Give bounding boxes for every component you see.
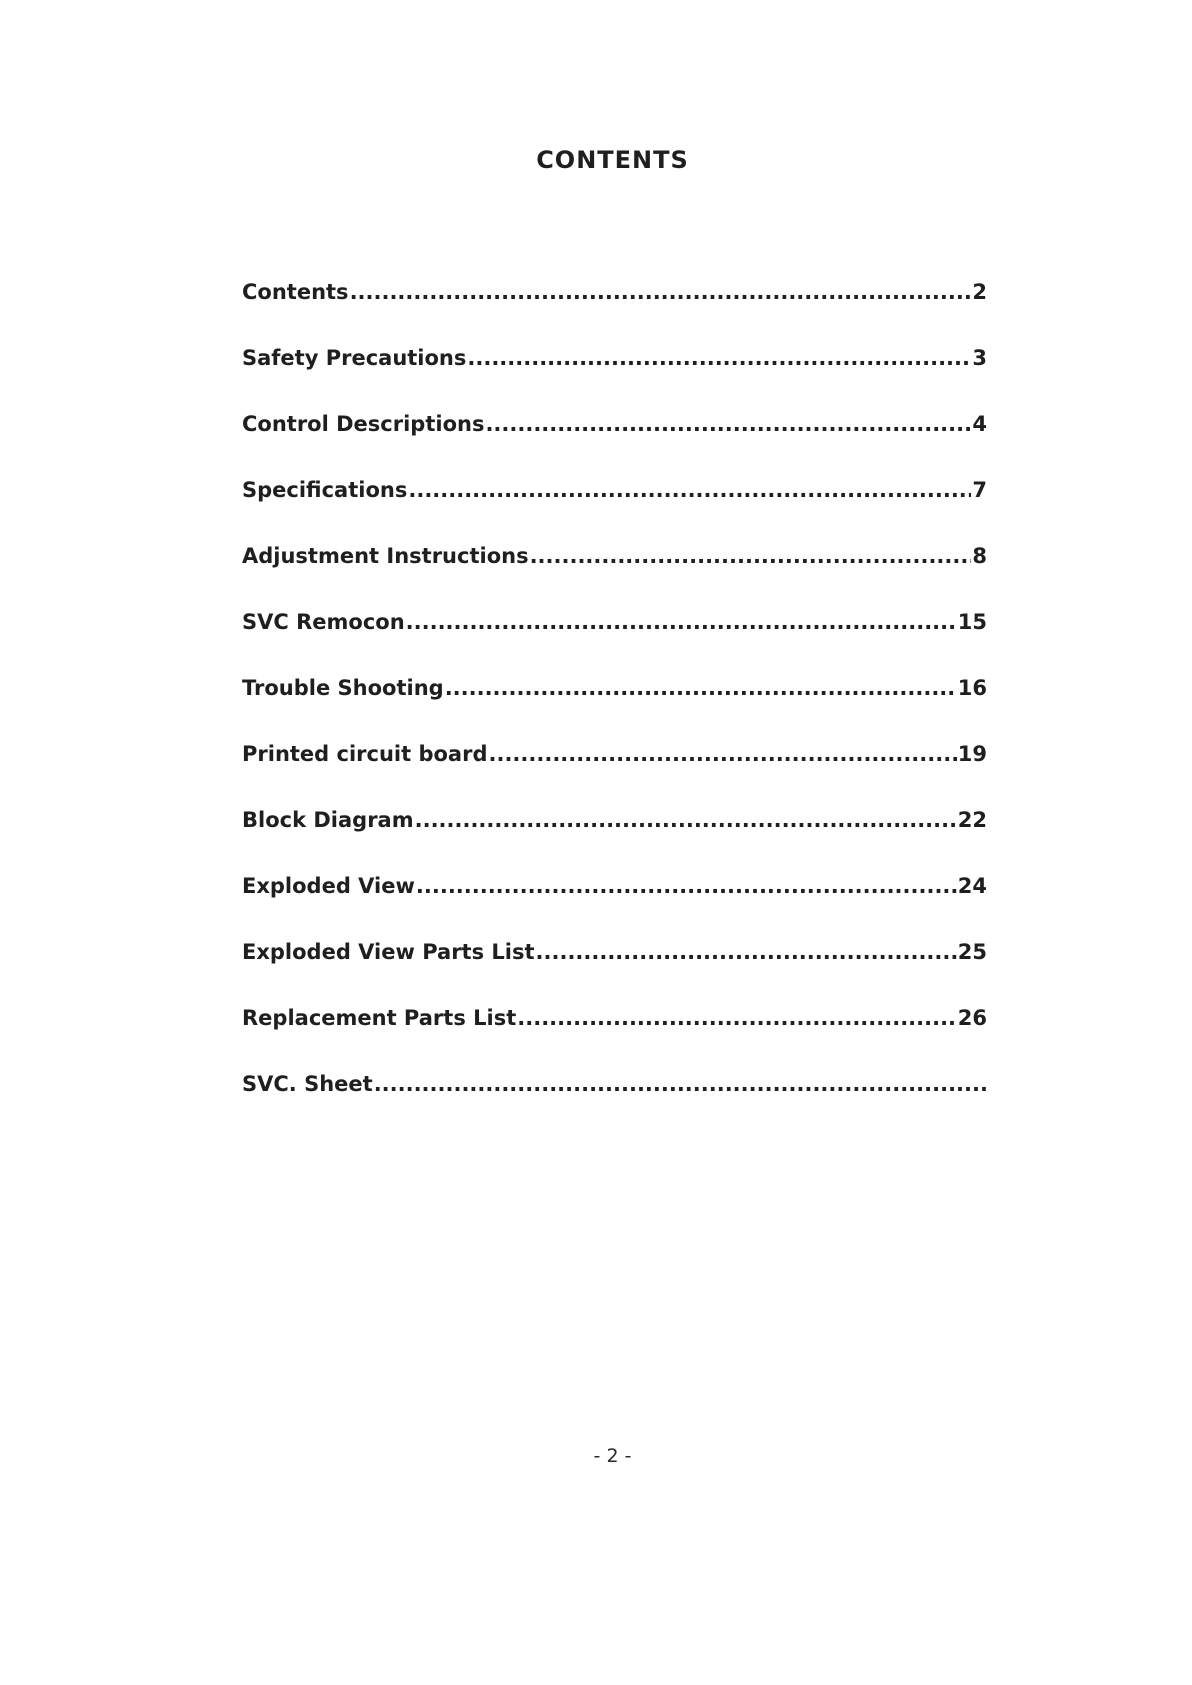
toc-entry-page: 4 bbox=[972, 412, 987, 436]
dot-leader bbox=[467, 346, 971, 370]
toc-entry-page: 24 bbox=[957, 874, 987, 898]
toc-entry-exploded-view-parts-list[interactable] bbox=[242, 940, 987, 1006]
dot-leader bbox=[406, 610, 957, 634]
toc-entry-adjustment-instructions[interactable] bbox=[242, 544, 987, 610]
toc-entry-page: 15 bbox=[957, 610, 987, 634]
dot-leader bbox=[530, 544, 972, 568]
toc-entry-title: Exploded View bbox=[242, 874, 415, 898]
table-of-contents bbox=[242, 280, 987, 1138]
toc-entry-page: 16 bbox=[957, 676, 987, 700]
toc-entry-title: Block Diagram bbox=[242, 808, 414, 832]
toc-entry-safety-precautions[interactable] bbox=[242, 346, 987, 412]
toc-entry-title: SVC Remocon bbox=[242, 610, 405, 634]
toc-entry-title: Control Descriptions bbox=[242, 412, 485, 436]
dot-leader bbox=[416, 874, 957, 898]
dot-leader bbox=[445, 676, 957, 700]
toc-entry-title: Exploded View Parts List bbox=[242, 940, 535, 964]
toc-entry-block-diagram[interactable] bbox=[242, 808, 987, 874]
dot-leader bbox=[485, 412, 971, 436]
toc-entry-specifications[interactable] bbox=[242, 478, 987, 544]
toc-entry-page: 2 bbox=[972, 280, 987, 304]
toc-entry-svc-remocon[interactable] bbox=[242, 610, 987, 676]
page-number: - 2 - bbox=[593, 1445, 632, 1467]
toc-entry-title: Replacement Parts List bbox=[242, 1006, 517, 1030]
dot-leader bbox=[536, 940, 957, 964]
toc-entry-page: 25 bbox=[957, 940, 987, 964]
toc-entry-title: SVC. Sheet bbox=[242, 1072, 373, 1096]
dot-leader bbox=[415, 808, 957, 832]
toc-entry-title: Printed circuit board bbox=[242, 742, 488, 766]
toc-entry-title: Adjustment Instructions bbox=[242, 544, 529, 568]
dot-leader bbox=[517, 1006, 957, 1030]
toc-entry-replacement-parts-list[interactable] bbox=[242, 1006, 987, 1072]
toc-entry-page: 26 bbox=[957, 1006, 987, 1030]
toc-entry-title: Contents bbox=[242, 280, 349, 304]
toc-entry-exploded-view[interactable] bbox=[242, 874, 987, 940]
toc-entry-title: Specifications bbox=[242, 478, 408, 502]
dot-leader bbox=[374, 1072, 986, 1096]
toc-entry-page: 7 bbox=[972, 478, 987, 502]
dot-leader bbox=[489, 742, 957, 766]
toc-entry-contents[interactable] bbox=[242, 280, 987, 346]
toc-entry-printed-circuit-board[interactable] bbox=[242, 742, 987, 808]
toc-entry-title: Trouble Shooting bbox=[242, 676, 444, 700]
toc-entry-control-descriptions[interactable] bbox=[242, 412, 987, 478]
toc-entry-title: Safety Precautions bbox=[242, 346, 467, 370]
toc-entry-page: 3 bbox=[972, 346, 987, 370]
toc-entry-trouble-shooting[interactable] bbox=[242, 676, 987, 742]
dot-leader bbox=[350, 280, 972, 304]
toc-entry-svc-sheet[interactable] bbox=[242, 1072, 987, 1138]
toc-entry-page: 22 bbox=[957, 808, 987, 832]
toc-entry-page: 19 bbox=[957, 742, 987, 766]
page-title: CONTENTS bbox=[536, 146, 689, 174]
toc-entry-page: 8 bbox=[972, 544, 987, 568]
dot-leader bbox=[408, 478, 971, 502]
